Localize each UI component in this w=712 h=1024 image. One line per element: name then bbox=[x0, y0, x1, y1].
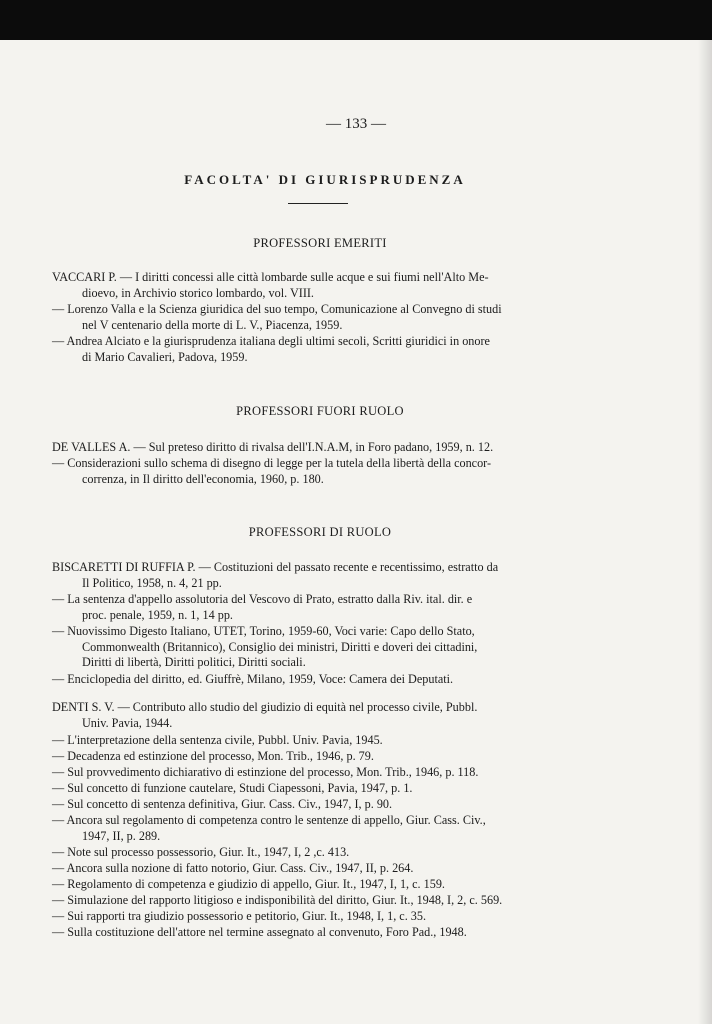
bibliography-entry: — Note sul processo possessorio, Giur. It., 1947, I, 2 ,c. 413. bbox=[52, 845, 350, 859]
bibliography-entry: — Considerazioni sullo schema di disegno di legge per la tutela della libertà della concor- correnza, in Il diritto dell'economia, 1960, p. 180. bbox=[52, 456, 492, 486]
bibliography-entry: — Lorenzo Valla e la Scienza giuridica del suo tempo, Comunicazione al Convegno di studi nel V centenario della morte di L. V., Piacenza, 1959. bbox=[52, 302, 502, 332]
section-title-di-ruolo: PROFESSORI DI RUOLO bbox=[248, 525, 392, 539]
bibliography-entry: BISCARETTI DI RUFFIA P. — Costituzioni del passato recente e recentissimo, estratto da Il Politico, 1958, n. 4, 21 pp. bbox=[52, 560, 499, 590]
bibliography-entry: — Ancora sulla nozione di fatto notorio, Giur. Cass. Civ., 1947, II, p. 264. bbox=[52, 861, 414, 875]
faculty-title: FACOLTA' DI GIURISPRUDENZA bbox=[184, 172, 466, 187]
bibliography-entry: — Sul concetto di funzione cautelare, Studi Ciapessoni, Pavia, 1947, p. 1. bbox=[52, 781, 413, 795]
section-title-emeriti: PROFESSORI EMERITI bbox=[253, 236, 387, 250]
bibliography-entry: — L'interpretazione della sentenza civile, Pubbl. Univ. Pavia, 1945. bbox=[52, 733, 383, 747]
title-rule bbox=[288, 203, 348, 204]
bibliography-entry: DE VALLES A. — Sul preteso diritto di rivalsa dell'I.N.A.M, in Foro padano, 1959, n. 12. bbox=[52, 440, 494, 454]
bibliography-entry: — Simulazione del rapporto litigioso e indisponibilità del diritto, Giur. It., 1948, I, 2, c. 569. bbox=[52, 893, 503, 907]
bibliography-entry: — Sulla costituzione dell'attore nel termine assegnato al convenuto, Foro Pad., 1948. bbox=[52, 925, 467, 939]
bibliography-entry: — La sentenza d'appello assolutoria del Vescovo di Prato, estratto dalla Riv. ital. dir. e proc. penale, 1959, n. 1, 14 pp. bbox=[52, 592, 473, 622]
bibliography-entry: — Regolamento di competenza e giudizio di appello, Giur. It., 1947, I, 1, c. 159. bbox=[52, 877, 445, 891]
bibliography-entry: — Decadenza ed estinzione del processo, Mon. Trib., 1946, p. 79. bbox=[52, 749, 374, 763]
bibliography-entry: — Andrea Alciato e la giurisprudenza italiana degli ultimi secoli, Scritti giuridici in onore di Mario Cavalieri, Padova, 1959. bbox=[52, 334, 490, 364]
bibliography-entry: — Enciclopedia del diritto, ed. Giuffrè, Milano, 1959, Voce: Camera dei Deputati. bbox=[52, 672, 454, 686]
bibliography-entry: — Nuovissimo Digesto Italiano, UTET, Torino, 1959-60, Voci varie: Capo dello Stato, Commonwealth (Britannico), Consiglio dei ministri, Diritti e doveri dei cittadini, Diritti di libertà, Diritti politici, Diritti sociali. bbox=[52, 624, 478, 669]
page-number: — 133 — bbox=[326, 116, 386, 132]
bibliography-entry: — Sul concetto di sentenza definitiva, Giur. Cass. Civ., 1947, I, p. 90. bbox=[52, 797, 393, 811]
bibliography-entry: VACCARI P. — I diritti concessi alle città lombarde sulle acque e sui fiumi nell'Alto Me- dioevo, in Archivio storico lombardo, vol. VIII. bbox=[52, 270, 489, 300]
bibliography-entry: — Sui rapporti tra giudizio possessorio e petitorio, Giur. It., 1948, I, 1, c. 35. bbox=[52, 909, 427, 923]
section-title-fuori-ruolo: PROFESSORI FUORI RUOLO bbox=[236, 404, 404, 418]
bibliography-entry: — Ancora sul regolamento di competenza contro le sentenze di appello, Giur. Cass. Civ., 1947, II, p. 289. bbox=[52, 813, 486, 843]
bibliography-entry: DENTI S. V. — Contributo allo studio del giudizio di equità nel processo civile, Pubbl. Univ. Pavia, 1944. bbox=[52, 700, 478, 730]
bibliography-entry: — Sul provvedimento dichiarativo di estinzione del processo, Mon. Trib., 1946, p. 118. bbox=[52, 765, 479, 779]
